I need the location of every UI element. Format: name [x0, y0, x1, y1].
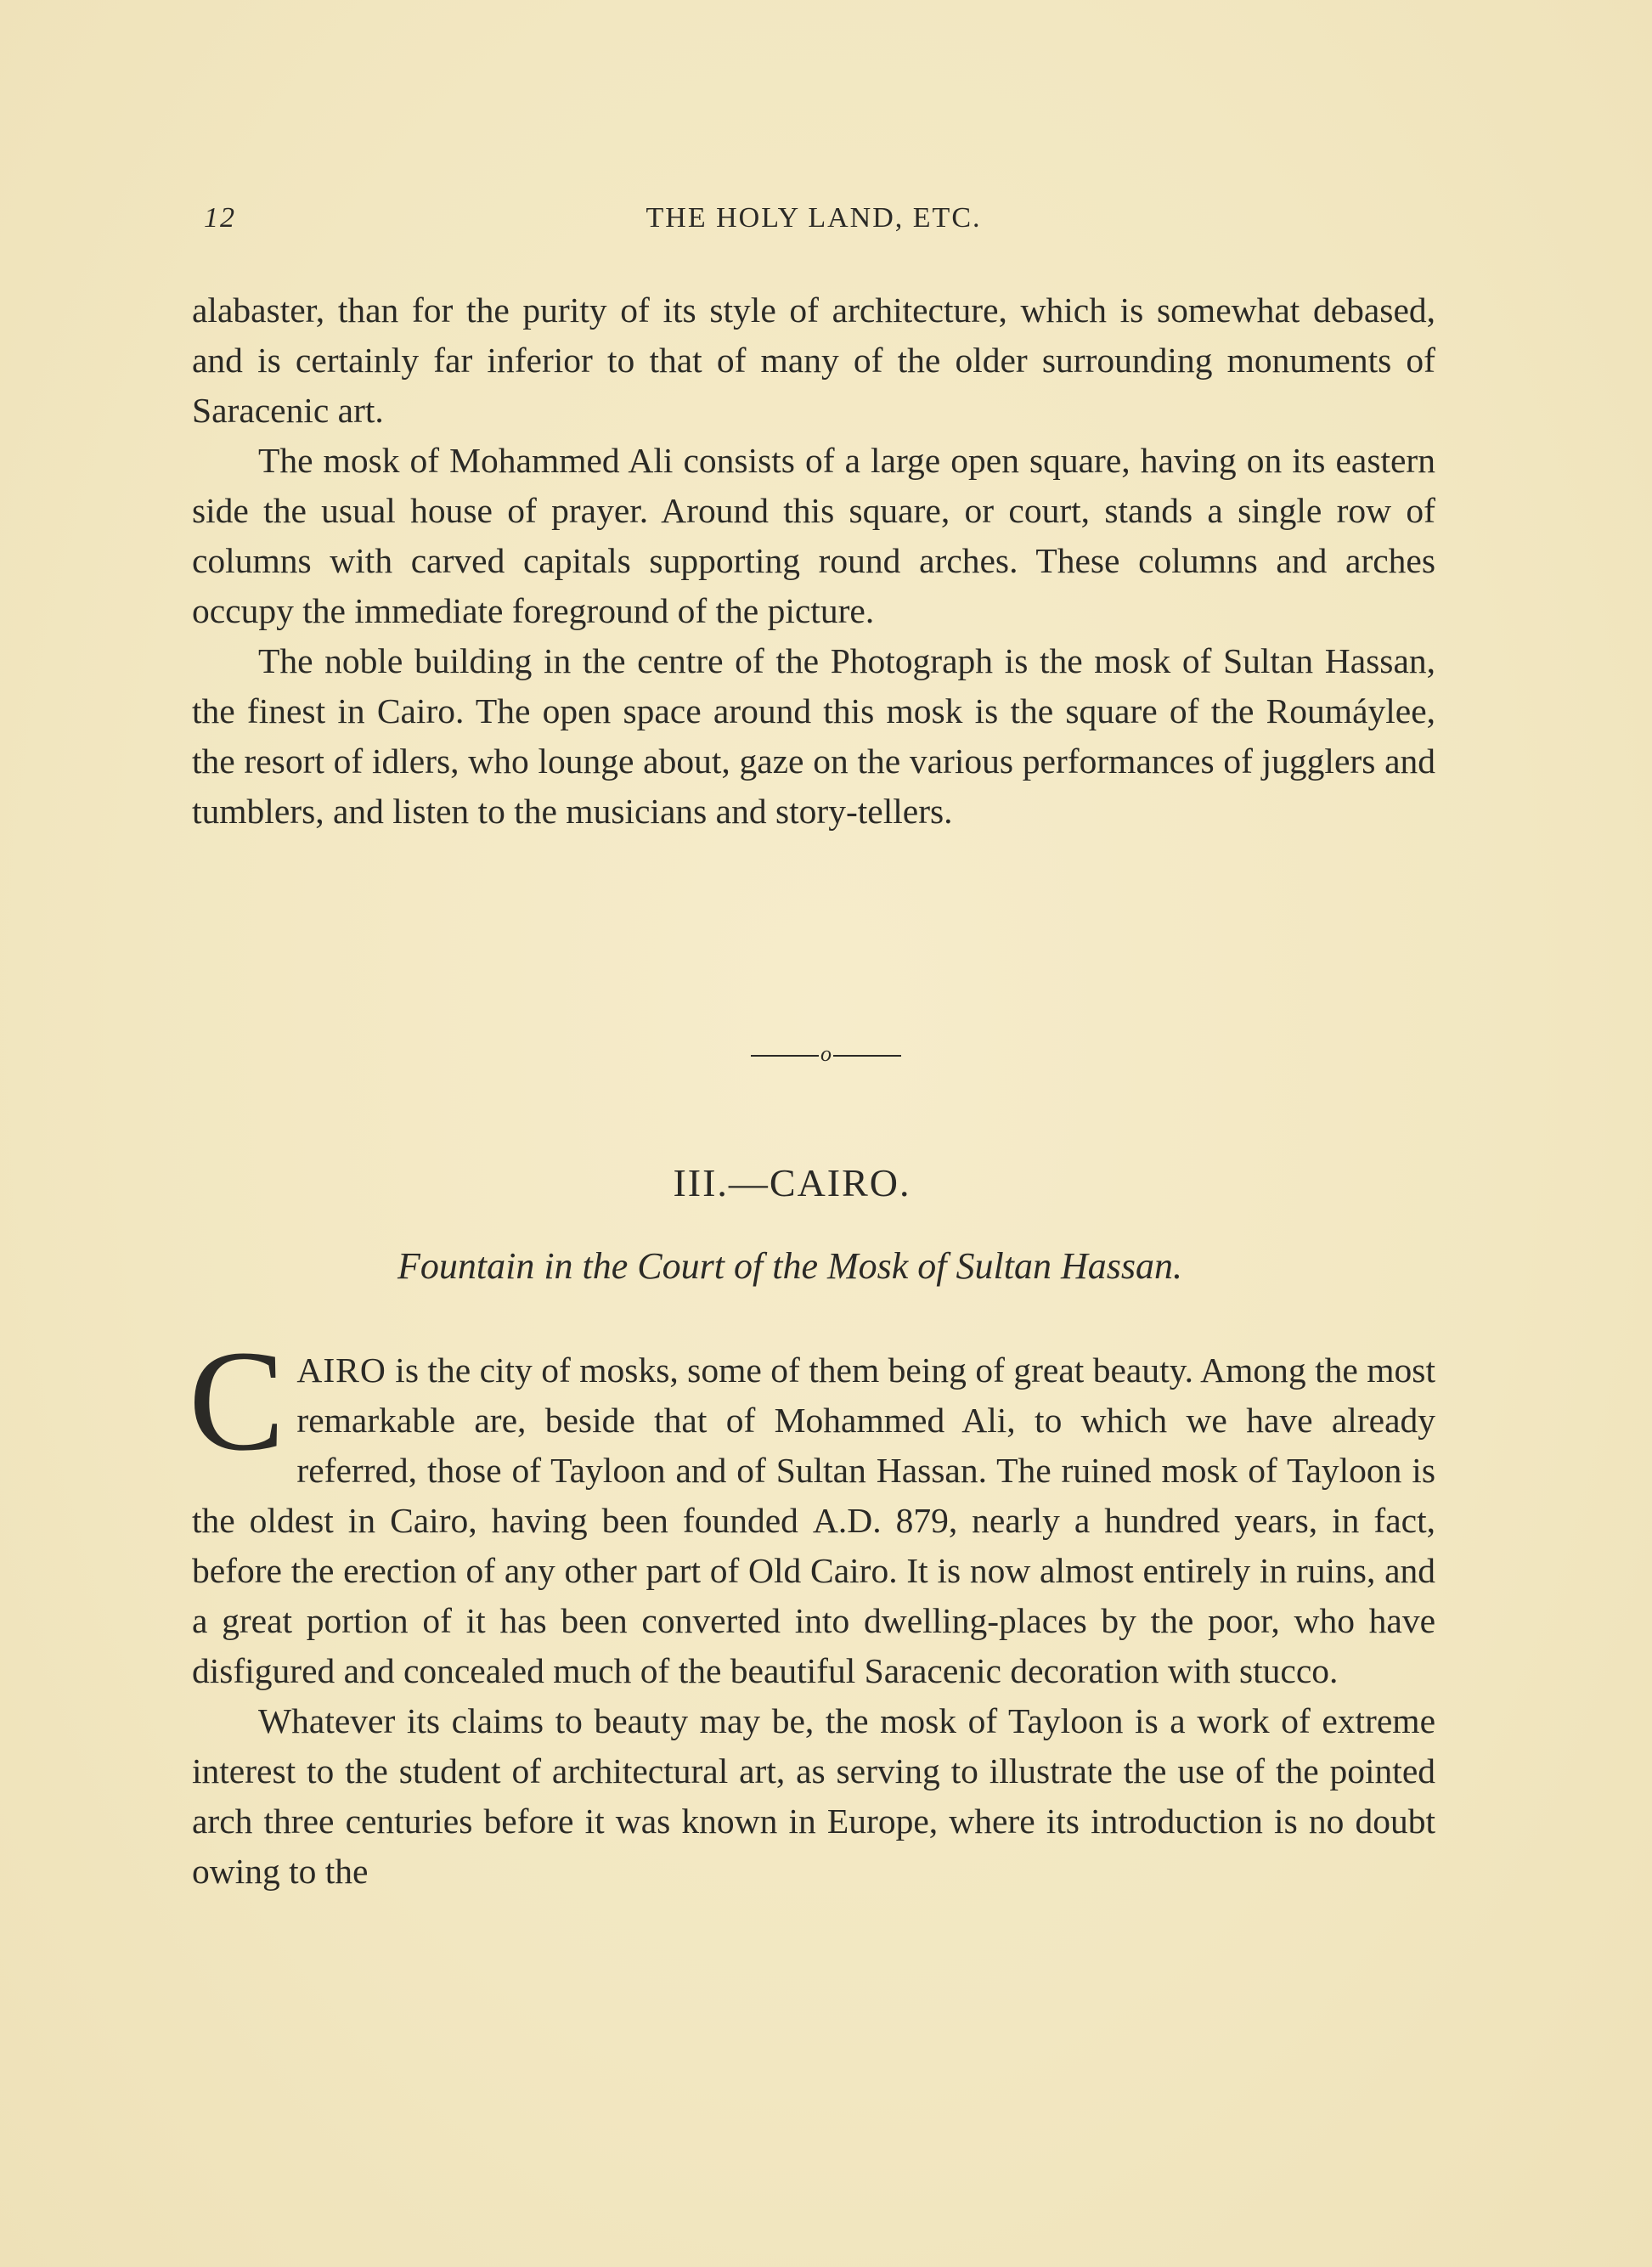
- paragraph-tayloon: Whatever its claims to beauty may be, the mosk of Tayloon is a work of extreme interest to the student of architectural art, as serving to illustrate the use of the pointed arch three centuries before it was known in Europe, where its introduction is no doubt owing to the: [192, 1701, 1435, 1891]
- divider-rule-right: [833, 1055, 901, 1057]
- paragraph-text-part2: 879, nearly a hundred years, in fact, before the erection of any other part of Old Cairo. It is now almost entirely in ruins, and a great portion of it has been converted into dwelling-places by the poor, who have disfigured and concealed much of the beautiful Saracenic decoration with stucco.: [192, 1501, 1435, 1690]
- first-word: AIRO: [296, 1351, 386, 1390]
- paragraph-sultan-hassan: The noble building in the centre of the Photograph is the mosk of Sultan Hassan, the finest in Cairo. The open space around this mosk is the square of the Roumáylee, the resort of idlers, who lounge about, gaze on the various performances of jugglers and tumblers, and listen to the musicians and story-tellers.: [192, 641, 1435, 831]
- drop-cap: C: [189, 1321, 285, 1480]
- page-number: 12: [204, 202, 236, 234]
- anno-domini: A.D.: [812, 1501, 882, 1540]
- paragraph-mosk-mohammed-ali: The mosk of Mohammed Ali consists of a large open square, having on its eastern side the usual house of prayer. Around this square, or court, stands a single row of columns with carved capitals supporting round arches. These columns and arches occupy the immediate foreground of the picture.: [192, 441, 1435, 630]
- paragraph-continued: alabaster, than for the purity of its style of architecture, which is somewhat debased, and is certainly far inferior to that of many of the older surrounding monuments of Saracenic art.: [192, 290, 1435, 430]
- paragraph-cairo-mosks: [189, 1321, 1435, 1696]
- section-divider: [0, 1041, 1652, 1075]
- paragraph-text-part1: is the city of mosks, some of them being of great beauty. Among the most remarkable are, beside that of Mohammed Ali, to which we have already referred, those of Tayloon and of Sultan Hassan. The ruined mosk of Tayloon is the oldest in Cairo, having been founded: [192, 1351, 1435, 1540]
- divider-rule-left: [751, 1055, 819, 1057]
- body-text-cairo: [189, 1321, 1435, 1897]
- running-title: THE HOLY LAND, ETC.: [646, 202, 982, 234]
- running-head: [192, 202, 1435, 245]
- section-title: III.—CAIRO.: [673, 1161, 911, 1204]
- body-text-top: [192, 285, 1435, 837]
- section-subtitle: Fountain in the Court of the Mosk of Sultan Hassan.: [397, 1245, 1182, 1287]
- divider-mark: o: [820, 1041, 832, 1066]
